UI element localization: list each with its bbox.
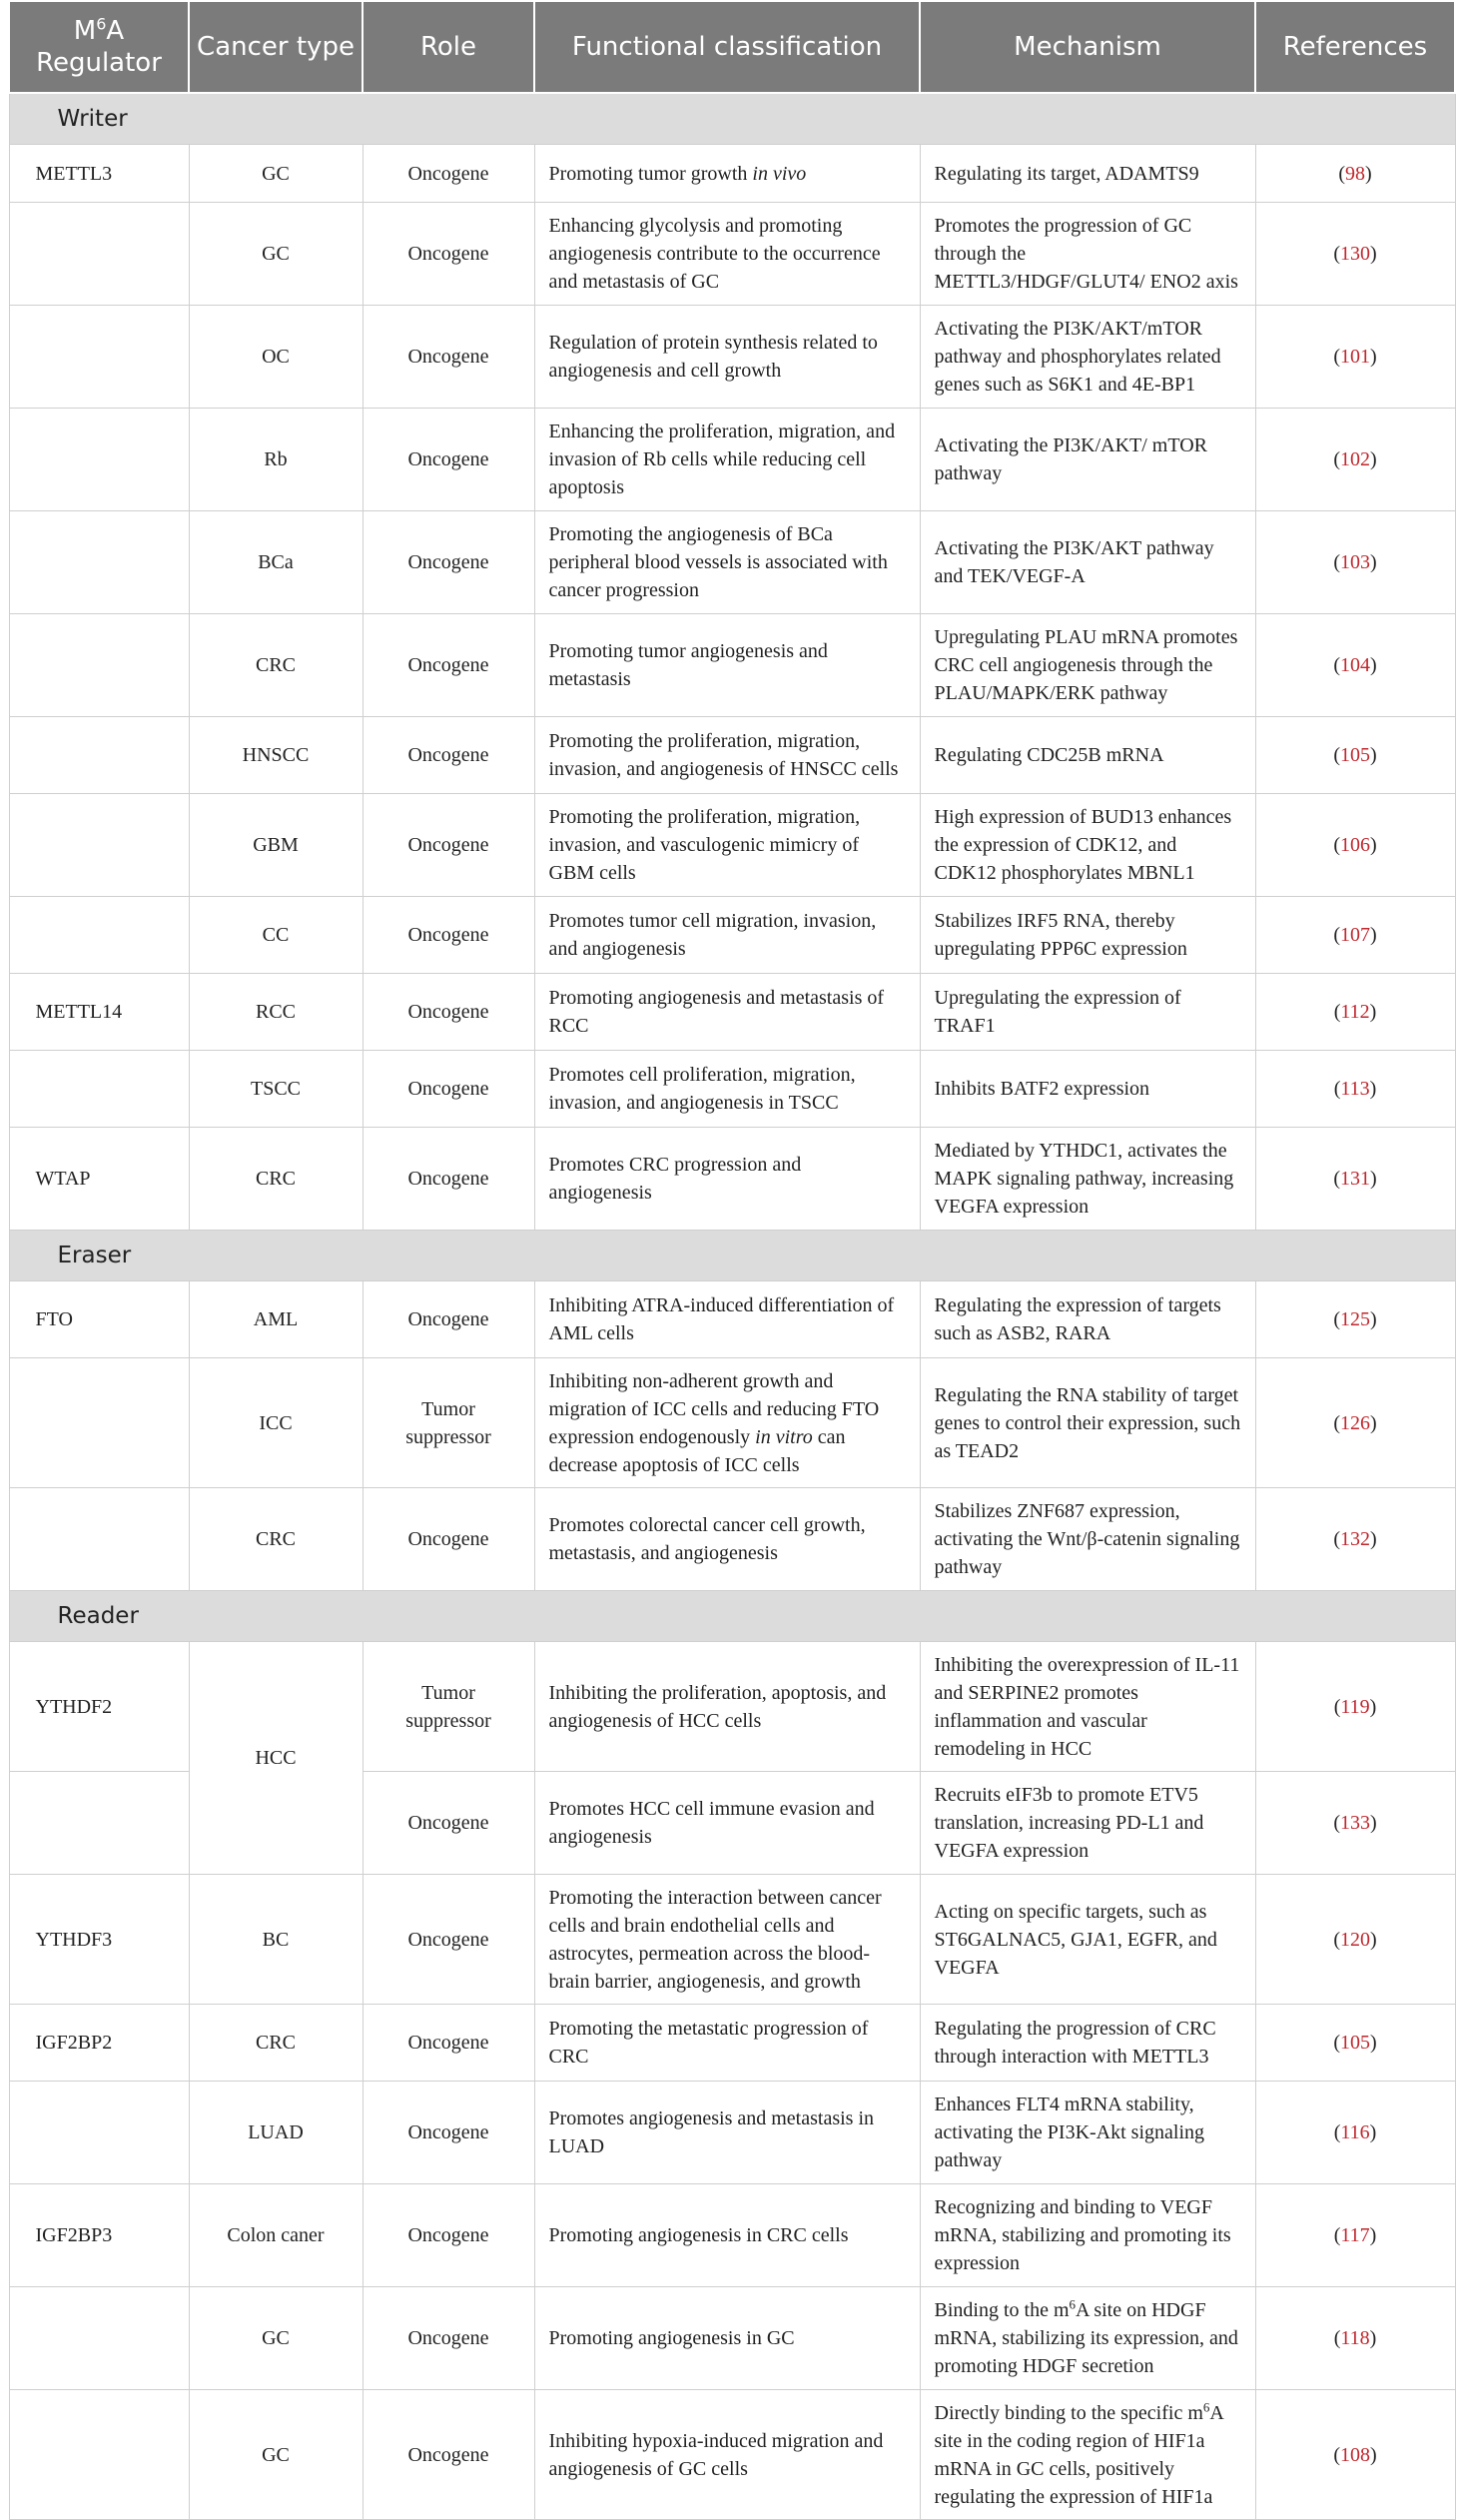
reference-link[interactable]: 117 bbox=[1340, 2224, 1370, 2246]
regulator-cell bbox=[9, 1488, 189, 1591]
functional-cell: Promoting angiogenesis in CRC cells bbox=[534, 2184, 920, 2287]
functional-cell: Promoting the proliferation, migration, invasion, and angiogenesis of HNSCC cells bbox=[534, 717, 920, 794]
table-row bbox=[9, 203, 1455, 306]
regulator-cell bbox=[9, 1051, 189, 1128]
functional-cell: Inhibiting the proliferation, apoptosis, and angiogenesis of HCC cells bbox=[534, 1642, 920, 1772]
mechanism-cell: High expression of BUD13 enhances the expression of CDK12, and CDK12 phosphorylates MBNL1 bbox=[920, 794, 1255, 897]
table-row bbox=[9, 897, 1455, 974]
table-row bbox=[9, 1875, 1455, 2005]
functional-cell: Promoting the interaction between cancer cells and brain endothelial cells and astrocytes, permeation across the blood-brain barrier, angiogenesis, and growth bbox=[534, 1875, 920, 2005]
cancer-type-cell: LUAD bbox=[189, 2082, 363, 2184]
reference-cell: (125) bbox=[1255, 1281, 1455, 1358]
reference-cell: (108) bbox=[1255, 2390, 1455, 2520]
role-cell: Oncogene bbox=[363, 717, 534, 794]
mechanism-cell: Regulating its target, ADAMTS9 bbox=[920, 145, 1255, 203]
reference-link[interactable]: 130 bbox=[1340, 243, 1370, 265]
cancer-type-cell: BC bbox=[189, 1875, 363, 2005]
reference-cell: (105) bbox=[1255, 717, 1455, 794]
regulator-cell bbox=[9, 1358, 189, 1488]
table-row bbox=[9, 794, 1455, 897]
table bbox=[8, 0, 1456, 2520]
functional-cell: Promoting the metastatic progression of CRC bbox=[534, 2005, 920, 2082]
mechanism-cell: Activating the PI3K/AKT/mTOR pathway and phosphorylates related genes such as S6K1 and 4E-BP1 bbox=[920, 306, 1255, 409]
table-row bbox=[9, 1281, 1455, 1358]
mechanism-cell: Stabilizes ZNF687 expression, activating the Wnt/β-catenin signaling pathway bbox=[920, 1488, 1255, 1591]
header-references: References bbox=[1255, 1, 1455, 93]
mechanism-cell: Activating the PI3K/AKT/ mTOR pathway bbox=[920, 409, 1255, 511]
reference-cell: (119) bbox=[1255, 1642, 1455, 1772]
cancer-type-cell: HNSCC bbox=[189, 717, 363, 794]
functional-cell: Promoting the angiogenesis of BCa peripheral blood vessels is associated with cancer progression bbox=[534, 511, 920, 614]
regulator-cell: YTHDF2 bbox=[9, 1642, 189, 1772]
role-cell: Oncogene bbox=[363, 2005, 534, 2082]
reference-cell: (103) bbox=[1255, 511, 1455, 614]
reference-link[interactable]: 132 bbox=[1340, 1528, 1370, 1550]
reference-cell: (106) bbox=[1255, 794, 1455, 897]
group-label-eraser: Eraser bbox=[9, 1231, 1455, 1281]
functional-cell: Promotes CRC progression and angiogenesis bbox=[534, 1128, 920, 1231]
cancer-type-cell: CRC bbox=[189, 1488, 363, 1591]
functional-cell: Inhibiting hypoxia-induced migration and angiogenesis of GC cells bbox=[534, 2390, 920, 2520]
role-cell: Oncogene bbox=[363, 1281, 534, 1358]
reference-link[interactable]: 105 bbox=[1340, 744, 1370, 766]
regulator-cell bbox=[9, 897, 189, 974]
functional-cell: Regulation of protein synthesis related to angiogenesis and cell growth bbox=[534, 306, 920, 409]
reference-link[interactable]: 98 bbox=[1345, 162, 1365, 185]
reference-link[interactable]: 131 bbox=[1340, 1168, 1370, 1190]
role-cell: Oncogene bbox=[363, 203, 534, 306]
reference-link[interactable]: 108 bbox=[1340, 2443, 1370, 2466]
reference-cell: (116) bbox=[1255, 2082, 1455, 2184]
functional-cell: Enhancing glycolysis and promoting angiogenesis contribute to the occurrence and metastasis of GC bbox=[534, 203, 920, 306]
cancer-type-cell: ICC bbox=[189, 1358, 363, 1488]
role-cell: Oncogene bbox=[363, 2082, 534, 2184]
header-mechanism: Mechanism bbox=[920, 1, 1255, 93]
cancer-type-cell: GC bbox=[189, 2287, 363, 2390]
reference-cell: (126) bbox=[1255, 1358, 1455, 1488]
mechanism-cell: Regulating CDC25B mRNA bbox=[920, 717, 1255, 794]
reference-cell: (133) bbox=[1255, 1772, 1455, 1875]
reference-link[interactable]: 102 bbox=[1340, 448, 1370, 470]
reference-cell: (113) bbox=[1255, 1051, 1455, 1128]
reference-cell: (104) bbox=[1255, 614, 1455, 717]
group-label-reader: Reader bbox=[9, 1591, 1455, 1642]
role-cell: Oncogene bbox=[363, 614, 534, 717]
role-cell: Oncogene bbox=[363, 897, 534, 974]
mechanism-cell: Inhibits BATF2 expression bbox=[920, 1051, 1255, 1128]
reference-link[interactable]: 103 bbox=[1340, 551, 1370, 573]
table-row bbox=[9, 145, 1455, 203]
regulator-cell: IGF2BP2 bbox=[9, 2005, 189, 2082]
mechanism-cell: Regulating the RNA stability of target genes to control their expression, such as TEAD2 bbox=[920, 1358, 1255, 1488]
mechanism-cell: Directly binding to the specific $m^6A$ site in the coding region of HIF1a mRNA in GC cells, positively regulating the expression of HIF1a bbox=[920, 2390, 1255, 2520]
functional-cell: Promoting tumor angiogenesis and metastasis bbox=[534, 614, 920, 717]
header-cancer-type: Cancer type bbox=[189, 1, 363, 93]
role-cell: Oncogene bbox=[363, 1051, 534, 1128]
mechanism-cell: Regulating the progression of CRC through interaction with METTL3 bbox=[920, 2005, 1255, 2082]
role-cell: Oncogene bbox=[363, 1875, 534, 2005]
mechanism-cell: Promotes the progression of GC through the METTL3/HDGF/GLUT4/ ENO2 axis bbox=[920, 203, 1255, 306]
reference-link[interactable]: 105 bbox=[1340, 2032, 1370, 2054]
regulator-cell: IGF2BP3 bbox=[9, 2184, 189, 2287]
table-row bbox=[9, 1488, 1455, 1591]
regulator-cell bbox=[9, 2082, 189, 2184]
cancer-type-cell: Rb bbox=[189, 409, 363, 511]
header-role: Role bbox=[363, 1, 534, 93]
cancer-type-cell: CC bbox=[189, 897, 363, 974]
cancer-type-cell: CRC bbox=[189, 2005, 363, 2082]
table-row bbox=[9, 2005, 1455, 2082]
role-cell: Oncogene bbox=[363, 2287, 534, 2390]
reference-link[interactable]: 104 bbox=[1340, 654, 1370, 676]
reference-cell: (120) bbox=[1255, 1875, 1455, 2005]
cancer-type-cell: AML bbox=[189, 1281, 363, 1358]
table-row bbox=[9, 1128, 1455, 1231]
regulator-cell: WTAP bbox=[9, 1128, 189, 1231]
header-regulator: $M^6A$ Regulator bbox=[9, 1, 189, 93]
mechanism-cell: Upregulating PLAU mRNA promotes CRC cell angiogenesis through the PLAU/MAPK/ERK pathway bbox=[920, 614, 1255, 717]
regulator-cell bbox=[9, 306, 189, 409]
functional-cell: Enhancing the proliferation, migration, and invasion of Rb cells while reducing cell apoptosis bbox=[534, 409, 920, 511]
functional-cell: Inhibiting non-adherent growth and migration of ICC cells and reducing FTO expression endogenously in vitro can decrease apoptosis of ICC cells bbox=[534, 1358, 920, 1488]
cancer-type-cell: GC bbox=[189, 2390, 363, 2520]
reference-link[interactable]: 107 bbox=[1340, 924, 1370, 946]
mechanism-cell: Recruits eIF3b to promote ETV5 translation, increasing PD-L1 and VEGFA expression bbox=[920, 1772, 1255, 1875]
group-label-writer: Writer bbox=[9, 93, 1455, 145]
reference-link[interactable]: 106 bbox=[1340, 834, 1370, 856]
reference-link[interactable]: 119 bbox=[1340, 1695, 1370, 1718]
cancer-type-cell: Colon caner bbox=[189, 2184, 363, 2287]
group-row-eraser bbox=[9, 1231, 1455, 1281]
regulator-cell bbox=[9, 794, 189, 897]
regulator-cell: YTHDF3 bbox=[9, 1875, 189, 2005]
reference-link[interactable]: 101 bbox=[1340, 346, 1370, 368]
regulator-cell bbox=[9, 614, 189, 717]
reference-link[interactable]: 120 bbox=[1340, 1928, 1370, 1951]
regulator-cell: METTL14 bbox=[9, 974, 189, 1051]
regulator-cell bbox=[9, 2390, 189, 2520]
m6a-regulator-table bbox=[8, 0, 1454, 2520]
reference-cell: (102) bbox=[1255, 409, 1455, 511]
cancer-type-cell: GC bbox=[189, 145, 363, 203]
reference-cell: (101) bbox=[1255, 306, 1455, 409]
cancer-type-cell: CRC bbox=[189, 614, 363, 717]
table-row bbox=[9, 2082, 1455, 2184]
regulator-cell: METTL3 bbox=[9, 145, 189, 203]
table-row bbox=[9, 1051, 1455, 1128]
reference-cell: (105) bbox=[1255, 2005, 1455, 2082]
cancer-type-cell: GBM bbox=[189, 794, 363, 897]
regulator-cell bbox=[9, 1772, 189, 1875]
table-row bbox=[9, 2390, 1455, 2520]
reference-cell: (131) bbox=[1255, 1128, 1455, 1231]
mechanism-cell: Upregulating the expression of TRAF1 bbox=[920, 974, 1255, 1051]
reference-cell: (107) bbox=[1255, 897, 1455, 974]
role-cell: Tumor suppressor bbox=[363, 1358, 534, 1488]
mechanism-cell: Inhibiting the overexpression of IL-11 and SERPINE2 promotes inflammation and vascular remodeling in HCC bbox=[920, 1642, 1255, 1772]
cancer-type-cell: BCa bbox=[189, 511, 363, 614]
reference-link[interactable]: 118 bbox=[1340, 2327, 1370, 2349]
functional-cell: Promoting tumor growth in vivo bbox=[534, 145, 920, 203]
table-row bbox=[9, 974, 1455, 1051]
role-cell: Oncogene bbox=[363, 2390, 534, 2520]
regulator-cell bbox=[9, 511, 189, 614]
mechanism-cell: Enhances FLT4 mRNA stability, activating the PI3K-Akt signaling pathway bbox=[920, 2082, 1255, 2184]
role-cell: Oncogene bbox=[363, 409, 534, 511]
functional-cell: Promotes HCC cell immune evasion and angiogenesis bbox=[534, 1772, 920, 1875]
functional-cell: Promotes tumor cell migration, invasion, and angiogenesis bbox=[534, 897, 920, 974]
reference-link[interactable]: 112 bbox=[1340, 1001, 1370, 1023]
functional-cell: Promoting angiogenesis in GC bbox=[534, 2287, 920, 2390]
role-cell: Oncogene bbox=[363, 511, 534, 614]
cancer-type-cell: RCC bbox=[189, 974, 363, 1051]
functional-cell: Promoting the proliferation, migration, invasion, and vasculogenic mimicry of GBM cells bbox=[534, 794, 920, 897]
table-row bbox=[9, 2184, 1455, 2287]
table-row bbox=[9, 409, 1455, 511]
reference-cell: (117) bbox=[1255, 2184, 1455, 2287]
regulator-cell bbox=[9, 717, 189, 794]
role-cell: Oncogene bbox=[363, 1128, 534, 1231]
functional-cell: Promotes angiogenesis and metastasis in LUAD bbox=[534, 2082, 920, 2184]
mechanism-cell: Activating the PI3K/AKT pathway and TEK/VEGF-A bbox=[920, 511, 1255, 614]
reference-cell: (112) bbox=[1255, 974, 1455, 1051]
group-row-reader bbox=[9, 1591, 1455, 1642]
role-cell: Oncogene bbox=[363, 2184, 534, 2287]
role-cell: Tumor suppressor bbox=[363, 1642, 534, 1772]
mechanism-cell: Regulating the expression of targets such as ASB2, RARA bbox=[920, 1281, 1255, 1358]
reference-link[interactable]: 125 bbox=[1340, 1308, 1370, 1330]
regulator-cell bbox=[9, 2287, 189, 2390]
reference-link[interactable]: 116 bbox=[1340, 2121, 1370, 2143]
table-row bbox=[9, 614, 1455, 717]
reference-link[interactable]: 126 bbox=[1340, 1411, 1370, 1434]
table-row bbox=[9, 1358, 1455, 1488]
role-cell: Oncogene bbox=[363, 1772, 534, 1875]
mechanism-cell: Binding to the $m^6A$ site on HDGF mRNA, stabilizing its expression, and promoting HDGF secretion bbox=[920, 2287, 1255, 2390]
role-cell: Oncogene bbox=[363, 794, 534, 897]
cancer-type-cell: GC bbox=[189, 203, 363, 306]
table-row bbox=[9, 1642, 1455, 1772]
cancer-type-cell: CRC bbox=[189, 1128, 363, 1231]
regulator-cell bbox=[9, 203, 189, 306]
role-cell: Oncogene bbox=[363, 1488, 534, 1591]
reference-cell: (98) bbox=[1255, 145, 1455, 203]
table-row bbox=[9, 511, 1455, 614]
mechanism-cell: Mediated by YTHDC1, activates the MAPK signaling pathway, increasing VEGFA expression bbox=[920, 1128, 1255, 1231]
regulator-cell bbox=[9, 409, 189, 511]
functional-cell: Promotes cell proliferation, migration, invasion, and angiogenesis in TSCC bbox=[534, 1051, 920, 1128]
functional-cell: Inhibiting ATRA-induced differentiation of AML cells bbox=[534, 1281, 920, 1358]
mechanism-cell: Recognizing and binding to VEGF mRNA, stabilizing and promoting its expression bbox=[920, 2184, 1255, 2287]
group-row-writer bbox=[9, 93, 1455, 145]
table-header bbox=[9, 1, 1455, 93]
reference-cell: (130) bbox=[1255, 203, 1455, 306]
functional-cell: Promotes colorectal cancer cell growth, metastasis, and angiogenesis bbox=[534, 1488, 920, 1591]
reference-cell: (118) bbox=[1255, 2287, 1455, 2390]
mechanism-cell: Stabilizes IRF5 RNA, thereby upregulating PPP6C expression bbox=[920, 897, 1255, 974]
role-cell: Oncogene bbox=[363, 306, 534, 409]
cancer-type-cell: TSCC bbox=[189, 1051, 363, 1128]
mechanism-cell: Acting on specific targets, such as ST6GALNAC5, GJA1, EGFR, and VEGFA bbox=[920, 1875, 1255, 2005]
table-row bbox=[9, 717, 1455, 794]
functional-cell: Promoting angiogenesis and metastasis of RCC bbox=[534, 974, 920, 1051]
table-row bbox=[9, 2287, 1455, 2390]
role-cell: Oncogene bbox=[363, 145, 534, 203]
role-cell: Oncogene bbox=[363, 974, 534, 1051]
header-functional-classification: Functional classification bbox=[534, 1, 920, 93]
reference-cell: (132) bbox=[1255, 1488, 1455, 1591]
cancer-type-cell: OC bbox=[189, 306, 363, 409]
reference-link[interactable]: 113 bbox=[1340, 1078, 1370, 1100]
regulator-cell: FTO bbox=[9, 1281, 189, 1358]
table-row bbox=[9, 306, 1455, 409]
cancer-type-cell: HCC bbox=[189, 1642, 363, 1875]
reference-link[interactable]: 133 bbox=[1340, 1812, 1370, 1834]
